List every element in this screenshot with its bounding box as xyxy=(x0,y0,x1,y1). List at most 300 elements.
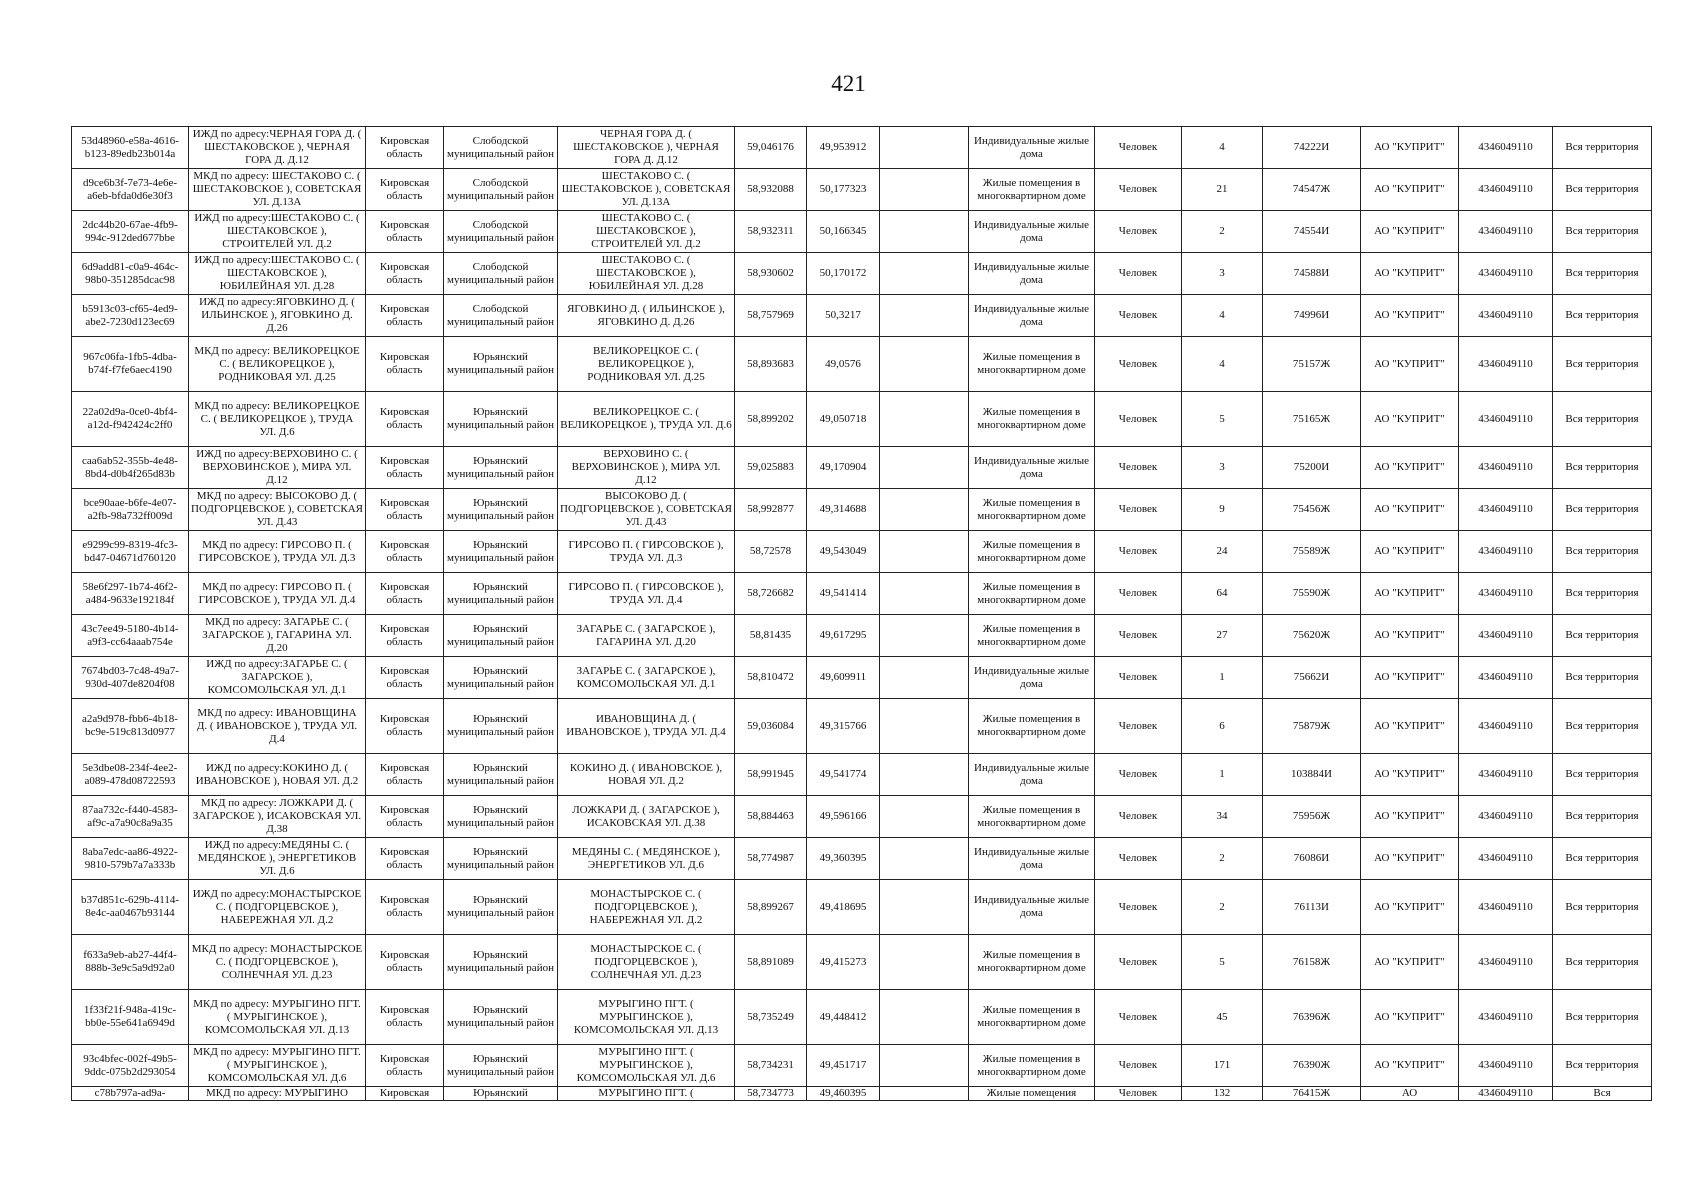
cell-name: МКД по адресу: МОНАСТЫРСКОЕ С. ( ПОДГОРЦЕВСКОЕ ), СОЛНЕЧНАЯ УЛ. Д.23 xyxy=(189,935,366,990)
cell-lon: 49,451717 xyxy=(807,1045,880,1087)
cell-unit: Человек xyxy=(1095,754,1182,796)
cell-scope: Вся xyxy=(1553,1087,1652,1101)
cell-region: Кировская xyxy=(366,1087,444,1101)
cell-extra xyxy=(880,531,969,573)
cell-address: ГИРСОВО П. ( ГИРСОВСКОЕ ), ТРУДА УЛ. Д.3 xyxy=(558,531,735,573)
cell-scope: Вся территория xyxy=(1553,211,1652,253)
cell-id: 22a02d9a-0ce0-4bf4-a12d-f942424c2ff0 xyxy=(72,392,189,447)
cell-type: Индивидуальные жилые дома xyxy=(969,253,1095,295)
cell-district: Слободской муниципальный район xyxy=(444,295,558,337)
cell-count: 24 xyxy=(1182,531,1263,573)
cell-id: 53d48960-e58a-4616-b123-89edb23b014a xyxy=(72,127,189,169)
table-row xyxy=(72,392,1652,447)
cell-address: МОНАСТЫРСКОЕ С. ( ПОДГОРЦЕВСКОЕ ), НАБЕРЕЖНАЯ УЛ. Д.2 xyxy=(558,880,735,935)
cell-type: Индивидуальные жилые дома xyxy=(969,880,1095,935)
cell-count: 5 xyxy=(1182,392,1263,447)
cell-code: 74222И xyxy=(1263,127,1361,169)
cell-count: 27 xyxy=(1182,615,1263,657)
cell-id: 2dc44b20-67ae-4fb9-994c-912ded677bbe xyxy=(72,211,189,253)
cell-type: Индивидуальные жилые дома xyxy=(969,211,1095,253)
table-row xyxy=(72,253,1652,295)
cell-inn: 4346049110 xyxy=(1459,253,1553,295)
cell-scope: Вся территория xyxy=(1553,337,1652,392)
cell-count: 4 xyxy=(1182,295,1263,337)
cell-address: ЯГОВКИНО Д. ( ИЛЬИНСКОЕ ), ЯГОВКИНО Д. Д.26 xyxy=(558,295,735,337)
cell-code: 75200И xyxy=(1263,447,1361,489)
cell-id: b37d851c-629b-4114-8e4c-aa0467b93144 xyxy=(72,880,189,935)
cell-district: Юрьянский муниципальный район xyxy=(444,754,558,796)
cell-lat: 59,036084 xyxy=(735,699,807,754)
cell-lon: 49,596166 xyxy=(807,796,880,838)
cell-lat: 58,932311 xyxy=(735,211,807,253)
cell-lat: 58,930602 xyxy=(735,253,807,295)
cell-district: Юрьянский муниципальный район xyxy=(444,796,558,838)
cell-name: ИЖД по адресу:МОНАСТЫРСКОЕ С. ( ПОДГОРЦЕВСКОЕ ), НАБЕРЕЖНАЯ УЛ. Д.2 xyxy=(189,880,366,935)
cell-address: КОКИНО Д. ( ИВАНОВСКОЕ ), НОВАЯ УЛ. Д.2 xyxy=(558,754,735,796)
cell-district: Юрьянский муниципальный район xyxy=(444,489,558,531)
cell-scope: Вся территория xyxy=(1553,253,1652,295)
cell-address: ВЕЛИКОРЕЦКОЕ С. ( ВЕЛИКОРЕЦКОЕ ), РОДНИКОВАЯ УЛ. Д.25 xyxy=(558,337,735,392)
cell-name: МКД по адресу: МУРЫГИНО ПГТ. ( МУРЫГИНСКОЕ ), КОМСОМОЛЬСКАЯ УЛ. Д.13 xyxy=(189,990,366,1045)
cell-address: ЗАГАРЬЕ С. ( ЗАГАРСКОЕ ), КОМСОМОЛЬСКАЯ УЛ. Д.1 xyxy=(558,657,735,699)
table-row xyxy=(72,990,1652,1045)
cell-unit: Человек xyxy=(1095,169,1182,211)
cell-lon: 49,314688 xyxy=(807,489,880,531)
cell-count: 1 xyxy=(1182,657,1263,699)
cell-lat: 58,991945 xyxy=(735,754,807,796)
cell-code: 76158Ж xyxy=(1263,935,1361,990)
cell-inn: 4346049110 xyxy=(1459,880,1553,935)
cell-lat: 59,046176 xyxy=(735,127,807,169)
cell-lat: 58,735249 xyxy=(735,990,807,1045)
cell-code: 74588И xyxy=(1263,253,1361,295)
cell-extra xyxy=(880,295,969,337)
cell-inn: 4346049110 xyxy=(1459,489,1553,531)
cell-type: Жилые помещения в многоквартирном доме xyxy=(969,699,1095,754)
cell-id: 43c7ee49-5180-4b14-a9f3-cc64aaab754e xyxy=(72,615,189,657)
cell-code: 76396Ж xyxy=(1263,990,1361,1045)
cell-lat: 58,774987 xyxy=(735,838,807,880)
cell-address: ВЫСОКОВО Д. ( ПОДГОРЦЕВСКОЕ ), СОВЕТСКАЯ УЛ. Д.43 xyxy=(558,489,735,531)
cell-extra xyxy=(880,796,969,838)
cell-address: ВЕРХОВИНО С. ( ВЕРХОВИНСКОЕ ), МИРА УЛ. Д.12 xyxy=(558,447,735,489)
cell-district: Юрьянский муниципальный район xyxy=(444,447,558,489)
table-row xyxy=(72,838,1652,880)
cell-unit: Человек xyxy=(1095,295,1182,337)
cell-extra xyxy=(880,754,969,796)
table-row xyxy=(72,699,1652,754)
cell-id: d9ce6b3f-7e73-4e6e-a6eb-bfda0d6e30f3 xyxy=(72,169,189,211)
cell-code: 75956Ж xyxy=(1263,796,1361,838)
cell-district: Юрьянский муниципальный район xyxy=(444,1045,558,1087)
cell-unit: Человек xyxy=(1095,489,1182,531)
cell-region: Кировская область xyxy=(366,337,444,392)
cell-id: 93c4bfec-002f-49b5-9ddc-075b2d293054 xyxy=(72,1045,189,1087)
cell-district: Юрьянский муниципальный район xyxy=(444,880,558,935)
cell-id: 8aba7edc-aa86-4922-9810-579b7a7a333b xyxy=(72,838,189,880)
cell-id: 58e6f297-1b74-46f2-a484-9633e192184f xyxy=(72,573,189,615)
cell-scope: Вся территория xyxy=(1553,573,1652,615)
cell-type: Жилые помещения в многоквартирном доме xyxy=(969,573,1095,615)
cell-code: 76415Ж xyxy=(1263,1087,1361,1101)
cell-count: 2 xyxy=(1182,838,1263,880)
cell-count: 1 xyxy=(1182,754,1263,796)
cell-org: АО "КУПРИТ" xyxy=(1361,838,1459,880)
table-row xyxy=(72,615,1652,657)
cell-org: АО "КУПРИТ" xyxy=(1361,796,1459,838)
cell-count: 4 xyxy=(1182,337,1263,392)
cell-extra xyxy=(880,211,969,253)
cell-type: Жилые помещения в многоквартирном доме xyxy=(969,392,1095,447)
cell-unit: Человек xyxy=(1095,573,1182,615)
cell-lat: 58,757969 xyxy=(735,295,807,337)
cell-district: Слободской муниципальный район xyxy=(444,127,558,169)
cell-id: e9299c99-8319-4fc3-bd47-04671d760120 xyxy=(72,531,189,573)
cell-code: 75620Ж xyxy=(1263,615,1361,657)
cell-type: Индивидуальные жилые дома xyxy=(969,127,1095,169)
cell-code: 76086И xyxy=(1263,838,1361,880)
cell-code: 75879Ж xyxy=(1263,699,1361,754)
cell-count: 21 xyxy=(1182,169,1263,211)
cell-org: АО xyxy=(1361,1087,1459,1101)
cell-extra xyxy=(880,489,969,531)
cell-region: Кировская область xyxy=(366,615,444,657)
cell-district: Слободской муниципальный район xyxy=(444,211,558,253)
cell-type: Жилые помещения в многоквартирном доме xyxy=(969,337,1095,392)
cell-region: Кировская область xyxy=(366,392,444,447)
cell-type: Жилые помещения в многоквартирном доме xyxy=(969,796,1095,838)
cell-count: 2 xyxy=(1182,880,1263,935)
cell-type: Жилые помещения в многоквартирном доме xyxy=(969,615,1095,657)
cell-lat: 58,726682 xyxy=(735,573,807,615)
cell-inn: 4346049110 xyxy=(1459,392,1553,447)
cell-code: 75590Ж xyxy=(1263,573,1361,615)
cell-region: Кировская область xyxy=(366,699,444,754)
cell-lon: 49,541414 xyxy=(807,573,880,615)
cell-id: 967c06fa-1fb5-4dba-b74f-f7fe6aec4190 xyxy=(72,337,189,392)
cell-extra xyxy=(880,253,969,295)
cell-unit: Человек xyxy=(1095,880,1182,935)
cell-unit: Человек xyxy=(1095,253,1182,295)
cell-id: c78b797a-ad9a- xyxy=(72,1087,189,1101)
cell-scope: Вся территория xyxy=(1553,880,1652,935)
cell-scope: Вся территория xyxy=(1553,796,1652,838)
cell-extra xyxy=(880,127,969,169)
cell-extra xyxy=(880,392,969,447)
cell-address: ЧЕРНАЯ ГОРА Д. ( ШЕСТАКОВСКОЕ ), ЧЕРНАЯ ГОРА Д. Д.12 xyxy=(558,127,735,169)
cell-region: Кировская область xyxy=(366,990,444,1045)
cell-region: Кировская область xyxy=(366,489,444,531)
table-row xyxy=(72,169,1652,211)
cell-org: АО "КУПРИТ" xyxy=(1361,657,1459,699)
cell-extra xyxy=(880,615,969,657)
cell-scope: Вся территория xyxy=(1553,295,1652,337)
registry-table xyxy=(71,126,1652,1101)
cell-address: ИВАНОВЩИНА Д. ( ИВАНОВСКОЕ ), ТРУДА УЛ. Д.4 xyxy=(558,699,735,754)
cell-org: АО "КУПРИТ" xyxy=(1361,447,1459,489)
cell-inn: 4346049110 xyxy=(1459,573,1553,615)
table-row xyxy=(72,127,1652,169)
cell-scope: Вся территория xyxy=(1553,990,1652,1045)
cell-scope: Вся территория xyxy=(1553,447,1652,489)
cell-region: Кировская область xyxy=(366,838,444,880)
cell-id: 6d9add81-c0a9-464c-98b0-351285dcac98 xyxy=(72,253,189,295)
cell-address: ЛОЖКАРИ Д. ( ЗАГАРСКОЕ ), ИСАКОВСКАЯ УЛ. Д.38 xyxy=(558,796,735,838)
cell-inn: 4346049110 xyxy=(1459,838,1553,880)
cell-code: 74996И xyxy=(1263,295,1361,337)
table-row xyxy=(72,880,1652,935)
cell-region: Кировская область xyxy=(366,447,444,489)
cell-unit: Человек xyxy=(1095,935,1182,990)
cell-inn: 4346049110 xyxy=(1459,615,1553,657)
cell-count: 171 xyxy=(1182,1045,1263,1087)
cell-name: МКД по адресу: ВЕЛИКОРЕЦКОЕ С. ( ВЕЛИКОРЕЦКОЕ ), ТРУДА УЛ. Д.6 xyxy=(189,392,366,447)
cell-code: 75165Ж xyxy=(1263,392,1361,447)
cell-type: Жилые помещения в многоквартирном доме xyxy=(969,531,1095,573)
cell-count: 5 xyxy=(1182,935,1263,990)
cell-org: АО "КУПРИТ" xyxy=(1361,880,1459,935)
cell-lat: 58,81435 xyxy=(735,615,807,657)
cell-address: МЕДЯНЫ С. ( МЕДЯНСКОЕ ), ЭНЕРГЕТИКОВ УЛ. Д.6 xyxy=(558,838,735,880)
cell-inn: 4346049110 xyxy=(1459,796,1553,838)
cell-code: 74554И xyxy=(1263,211,1361,253)
cell-scope: Вся территория xyxy=(1553,615,1652,657)
cell-name: МКД по адресу: ШЕСТАКОВО С. ( ШЕСТАКОВСКОЕ ), СОВЕТСКАЯ УЛ. Д.13А xyxy=(189,169,366,211)
registry-rows xyxy=(72,127,1652,1101)
cell-name: МКД по адресу: ЛОЖКАРИ Д. ( ЗАГАРСКОЕ ), ИСАКОВСКАЯ УЛ. Д.38 xyxy=(189,796,366,838)
table-row xyxy=(72,754,1652,796)
table-row xyxy=(72,531,1652,573)
cell-extra xyxy=(880,838,969,880)
cell-extra xyxy=(880,447,969,489)
cell-district: Юрьянский xyxy=(444,1087,558,1101)
cell-unit: Человек xyxy=(1095,1087,1182,1101)
cell-lon: 50,170172 xyxy=(807,253,880,295)
cell-scope: Вся территория xyxy=(1553,657,1652,699)
cell-scope: Вся территория xyxy=(1553,169,1652,211)
cell-scope: Вся территория xyxy=(1553,531,1652,573)
cell-unit: Человек xyxy=(1095,392,1182,447)
cell-lon: 49,415273 xyxy=(807,935,880,990)
cell-name: ИЖД по адресу:ЯГОВКИНО Д. ( ИЛЬИНСКОЕ ), ЯГОВКИНО Д. Д.26 xyxy=(189,295,366,337)
cell-name: МКД по адресу: ИВАНОВЩИНА Д. ( ИВАНОВСКОЕ ), ТРУДА УЛ. Д.4 xyxy=(189,699,366,754)
cell-lat: 58,884463 xyxy=(735,796,807,838)
cell-id: bce90aae-b6fe-4e07-a2fb-98a732ff009d xyxy=(72,489,189,531)
cell-district: Юрьянский муниципальный район xyxy=(444,699,558,754)
cell-org: АО "КУПРИТ" xyxy=(1361,211,1459,253)
cell-address: ШЕСТАКОВО С. ( ШЕСТАКОВСКОЕ ), ЮБИЛЕЙНАЯ УЛ. Д.28 xyxy=(558,253,735,295)
cell-id: a2a9d978-fbb6-4b18-bc9e-519c813d0977 xyxy=(72,699,189,754)
cell-name: МКД по адресу: МУРЫГИНО ПГТ. ( МУРЫГИНСКОЕ ), КОМСОМОЛЬСКАЯ УЛ. Д.6 xyxy=(189,1045,366,1087)
cell-unit: Человек xyxy=(1095,615,1182,657)
cell-extra xyxy=(880,935,969,990)
cell-lon: 49,541774 xyxy=(807,754,880,796)
cell-org: АО "КУПРИТ" xyxy=(1361,754,1459,796)
cell-scope: Вся территория xyxy=(1553,935,1652,990)
table-row xyxy=(72,211,1652,253)
cell-type: Индивидуальные жилые дома xyxy=(969,447,1095,489)
cell-lat: 59,025883 xyxy=(735,447,807,489)
cell-name: ИЖД по адресу:ЧЕРНАЯ ГОРА Д. ( ШЕСТАКОВСКОЕ ), ЧЕРНАЯ ГОРА Д. Д.12 xyxy=(189,127,366,169)
cell-id: 5e3dbe08-234f-4ee2-a089-478d08722593 xyxy=(72,754,189,796)
cell-name: МКД по адресу: ВЕЛИКОРЕЦКОЕ С. ( ВЕЛИКОРЕЦКОЕ ), РОДНИКОВАЯ УЛ. Д.25 xyxy=(189,337,366,392)
cell-district: Юрьянский муниципальный район xyxy=(444,838,558,880)
cell-type: Жилые помещения в многоквартирном доме xyxy=(969,935,1095,990)
cell-lon: 49,170904 xyxy=(807,447,880,489)
cell-extra xyxy=(880,657,969,699)
cell-type: Жилые помещения в многоквартирном доме xyxy=(969,169,1095,211)
cell-name: ИЖД по адресу:МЕДЯНЫ С. ( МЕДЯНСКОЕ ), ЭНЕРГЕТИКОВ УЛ. Д.6 xyxy=(189,838,366,880)
cell-lat: 58,891089 xyxy=(735,935,807,990)
cell-lon: 49,050718 xyxy=(807,392,880,447)
cell-code: 103884И xyxy=(1263,754,1361,796)
cell-lat: 58,810472 xyxy=(735,657,807,699)
cell-scope: Вся территория xyxy=(1553,489,1652,531)
cell-inn: 4346049110 xyxy=(1459,447,1553,489)
cell-extra xyxy=(880,573,969,615)
cell-count: 4 xyxy=(1182,127,1263,169)
cell-type: Индивидуальные жилые дома xyxy=(969,295,1095,337)
cell-extra xyxy=(880,1045,969,1087)
cell-code: 76113И xyxy=(1263,880,1361,935)
cell-address: МУРЫГИНО ПГТ. ( МУРЫГИНСКОЕ ), КОМСОМОЛЬСКАЯ УЛ. Д.6 xyxy=(558,1045,735,1087)
cell-district: Юрьянский муниципальный район xyxy=(444,531,558,573)
cell-address: ЗАГАРЬЕ С. ( ЗАГАРСКОЕ ), ГАГАРИНА УЛ. Д.20 xyxy=(558,615,735,657)
cell-unit: Человек xyxy=(1095,699,1182,754)
cell-inn: 4346049110 xyxy=(1459,754,1553,796)
cell-extra xyxy=(880,880,969,935)
cell-region: Кировская область xyxy=(366,169,444,211)
cell-name: МКД по адресу: ГИРСОВО П. ( ГИРСОВСКОЕ ), ТРУДА УЛ. Д.3 xyxy=(189,531,366,573)
cell-address: МОНАСТЫРСКОЕ С. ( ПОДГОРЦЕВСКОЕ ), СОЛНЕЧНАЯ УЛ. Д.23 xyxy=(558,935,735,990)
table-row xyxy=(72,489,1652,531)
cell-code: 75157Ж xyxy=(1263,337,1361,392)
cell-type: Индивидуальные жилые дома xyxy=(969,838,1095,880)
cell-org: АО "КУПРИТ" xyxy=(1361,990,1459,1045)
cell-type: Жилые помещения xyxy=(969,1087,1095,1101)
table-row xyxy=(72,447,1652,489)
cell-unit: Человек xyxy=(1095,1045,1182,1087)
cell-count: 2 xyxy=(1182,211,1263,253)
cell-org: АО "КУПРИТ" xyxy=(1361,489,1459,531)
cell-org: АО "КУПРИТ" xyxy=(1361,573,1459,615)
cell-count: 132 xyxy=(1182,1087,1263,1101)
cell-id: 1f33f21f-948a-419c-bb0e-55e641a6949d xyxy=(72,990,189,1045)
cell-unit: Человек xyxy=(1095,447,1182,489)
cell-lat: 58,899202 xyxy=(735,392,807,447)
cell-lon: 49,315766 xyxy=(807,699,880,754)
cell-unit: Человек xyxy=(1095,838,1182,880)
cell-extra xyxy=(880,1087,969,1101)
cell-scope: Вся территория xyxy=(1553,1045,1652,1087)
cell-id: caa6ab52-355b-4e48-8bd4-d0b4f265d83b xyxy=(72,447,189,489)
cell-org: АО "КУПРИТ" xyxy=(1361,699,1459,754)
cell-scope: Вся территория xyxy=(1553,754,1652,796)
cell-district: Юрьянский муниципальный район xyxy=(444,657,558,699)
cell-name: ИЖД по адресу:ШЕСТАКОВО С. ( ШЕСТАКОВСКОЕ ), ЮБИЛЕЙНАЯ УЛ. Д.28 xyxy=(189,253,366,295)
cell-inn: 4346049110 xyxy=(1459,337,1553,392)
cell-region: Кировская область xyxy=(366,127,444,169)
cell-inn: 4346049110 xyxy=(1459,295,1553,337)
cell-code: 74547Ж xyxy=(1263,169,1361,211)
cell-district: Слободской муниципальный район xyxy=(444,169,558,211)
cell-name: ИЖД по адресу:ЗАГАРЬЕ С. ( ЗАГАРСКОЕ ), КОМСОМОЛЬСКАЯ УЛ. Д.1 xyxy=(189,657,366,699)
page-number: 421 xyxy=(831,71,866,96)
cell-name: ИЖД по адресу:ВЕРХОВИНО С. ( ВЕРХОВИНСКОЕ ), МИРА УЛ. Д.12 xyxy=(189,447,366,489)
cell-region: Кировская область xyxy=(366,531,444,573)
cell-code: 76390Ж xyxy=(1263,1045,1361,1087)
cell-address: ВЕЛИКОРЕЦКОЕ С. ( ВЕЛИКОРЕЦКОЕ ), ТРУДА УЛ. Д.6 xyxy=(558,392,735,447)
cell-district: Юрьянский муниципальный район xyxy=(444,990,558,1045)
cell-region: Кировская область xyxy=(366,657,444,699)
cell-address: МУРЫГИНО ПГТ. ( xyxy=(558,1087,735,1101)
cell-lon: 50,166345 xyxy=(807,211,880,253)
cell-scope: Вся территория xyxy=(1553,392,1652,447)
cell-inn: 4346049110 xyxy=(1459,211,1553,253)
cell-extra xyxy=(880,337,969,392)
cell-address: ШЕСТАКОВО С. ( ШЕСТАКОВСКОЕ ), СОВЕТСКАЯ УЛ. Д.13А xyxy=(558,169,735,211)
cell-org: АО "КУПРИТ" xyxy=(1361,295,1459,337)
cell-name: МКД по адресу: ВЫСОКОВО Д. ( ПОДГОРЦЕВСКОЕ ), СОВЕТСКАЯ УЛ. Д.43 xyxy=(189,489,366,531)
cell-lon: 50,3217 xyxy=(807,295,880,337)
cell-district: Слободской муниципальный район xyxy=(444,253,558,295)
cell-extra xyxy=(880,699,969,754)
cell-region: Кировская область xyxy=(366,796,444,838)
cell-id: 7674bd03-7c48-49a7-930d-407de8204f08 xyxy=(72,657,189,699)
table-row xyxy=(72,796,1652,838)
cell-inn: 4346049110 xyxy=(1459,935,1553,990)
cell-lon: 49,543049 xyxy=(807,531,880,573)
cell-type: Жилые помещения в многоквартирном доме xyxy=(969,990,1095,1045)
cell-inn: 4346049110 xyxy=(1459,657,1553,699)
cell-district: Юрьянский муниципальный район xyxy=(444,615,558,657)
cell-region: Кировская область xyxy=(366,253,444,295)
cell-scope: Вся территория xyxy=(1553,838,1652,880)
cell-name: ИЖД по адресу:КОКИНО Д. ( ИВАНОВСКОЕ ), НОВАЯ УЛ. Д.2 xyxy=(189,754,366,796)
cell-type: Жилые помещения в многоквартирном доме xyxy=(969,1045,1095,1087)
cell-inn: 4346049110 xyxy=(1459,127,1553,169)
table-row xyxy=(72,935,1652,990)
cell-org: АО "КУПРИТ" xyxy=(1361,935,1459,990)
cell-id: 87aa732c-f440-4583-af9c-a7a90c8a9a35 xyxy=(72,796,189,838)
cell-type: Индивидуальные жилые дома xyxy=(969,754,1095,796)
table-row xyxy=(72,1087,1652,1101)
cell-lon: 49,418695 xyxy=(807,880,880,935)
cell-region: Кировская область xyxy=(366,1045,444,1087)
cell-name: МКД по адресу: ГИРСОВО П. ( ГИРСОВСКОЕ ), ТРУДА УЛ. Д.4 xyxy=(189,573,366,615)
cell-inn: 4346049110 xyxy=(1459,531,1553,573)
cell-unit: Человек xyxy=(1095,211,1182,253)
cell-org: АО "КУПРИТ" xyxy=(1361,127,1459,169)
cell-unit: Человек xyxy=(1095,990,1182,1045)
cell-org: АО "КУПРИТ" xyxy=(1361,169,1459,211)
cell-count: 45 xyxy=(1182,990,1263,1045)
cell-region: Кировская область xyxy=(366,211,444,253)
cell-district: Юрьянский муниципальный район xyxy=(444,935,558,990)
cell-inn: 4346049110 xyxy=(1459,1045,1553,1087)
cell-unit: Человек xyxy=(1095,796,1182,838)
cell-lat: 58,899267 xyxy=(735,880,807,935)
cell-count: 3 xyxy=(1182,447,1263,489)
cell-unit: Человек xyxy=(1095,657,1182,699)
cell-count: 6 xyxy=(1182,699,1263,754)
cell-address: ШЕСТАКОВО С. ( ШЕСТАКОВСКОЕ ), СТРОИТЕЛЕЙ УЛ. Д.2 xyxy=(558,211,735,253)
cell-org: АО "КУПРИТ" xyxy=(1361,337,1459,392)
cell-lon: 49,448412 xyxy=(807,990,880,1045)
cell-lon: 49,0576 xyxy=(807,337,880,392)
cell-lon: 49,953912 xyxy=(807,127,880,169)
table-row xyxy=(72,295,1652,337)
